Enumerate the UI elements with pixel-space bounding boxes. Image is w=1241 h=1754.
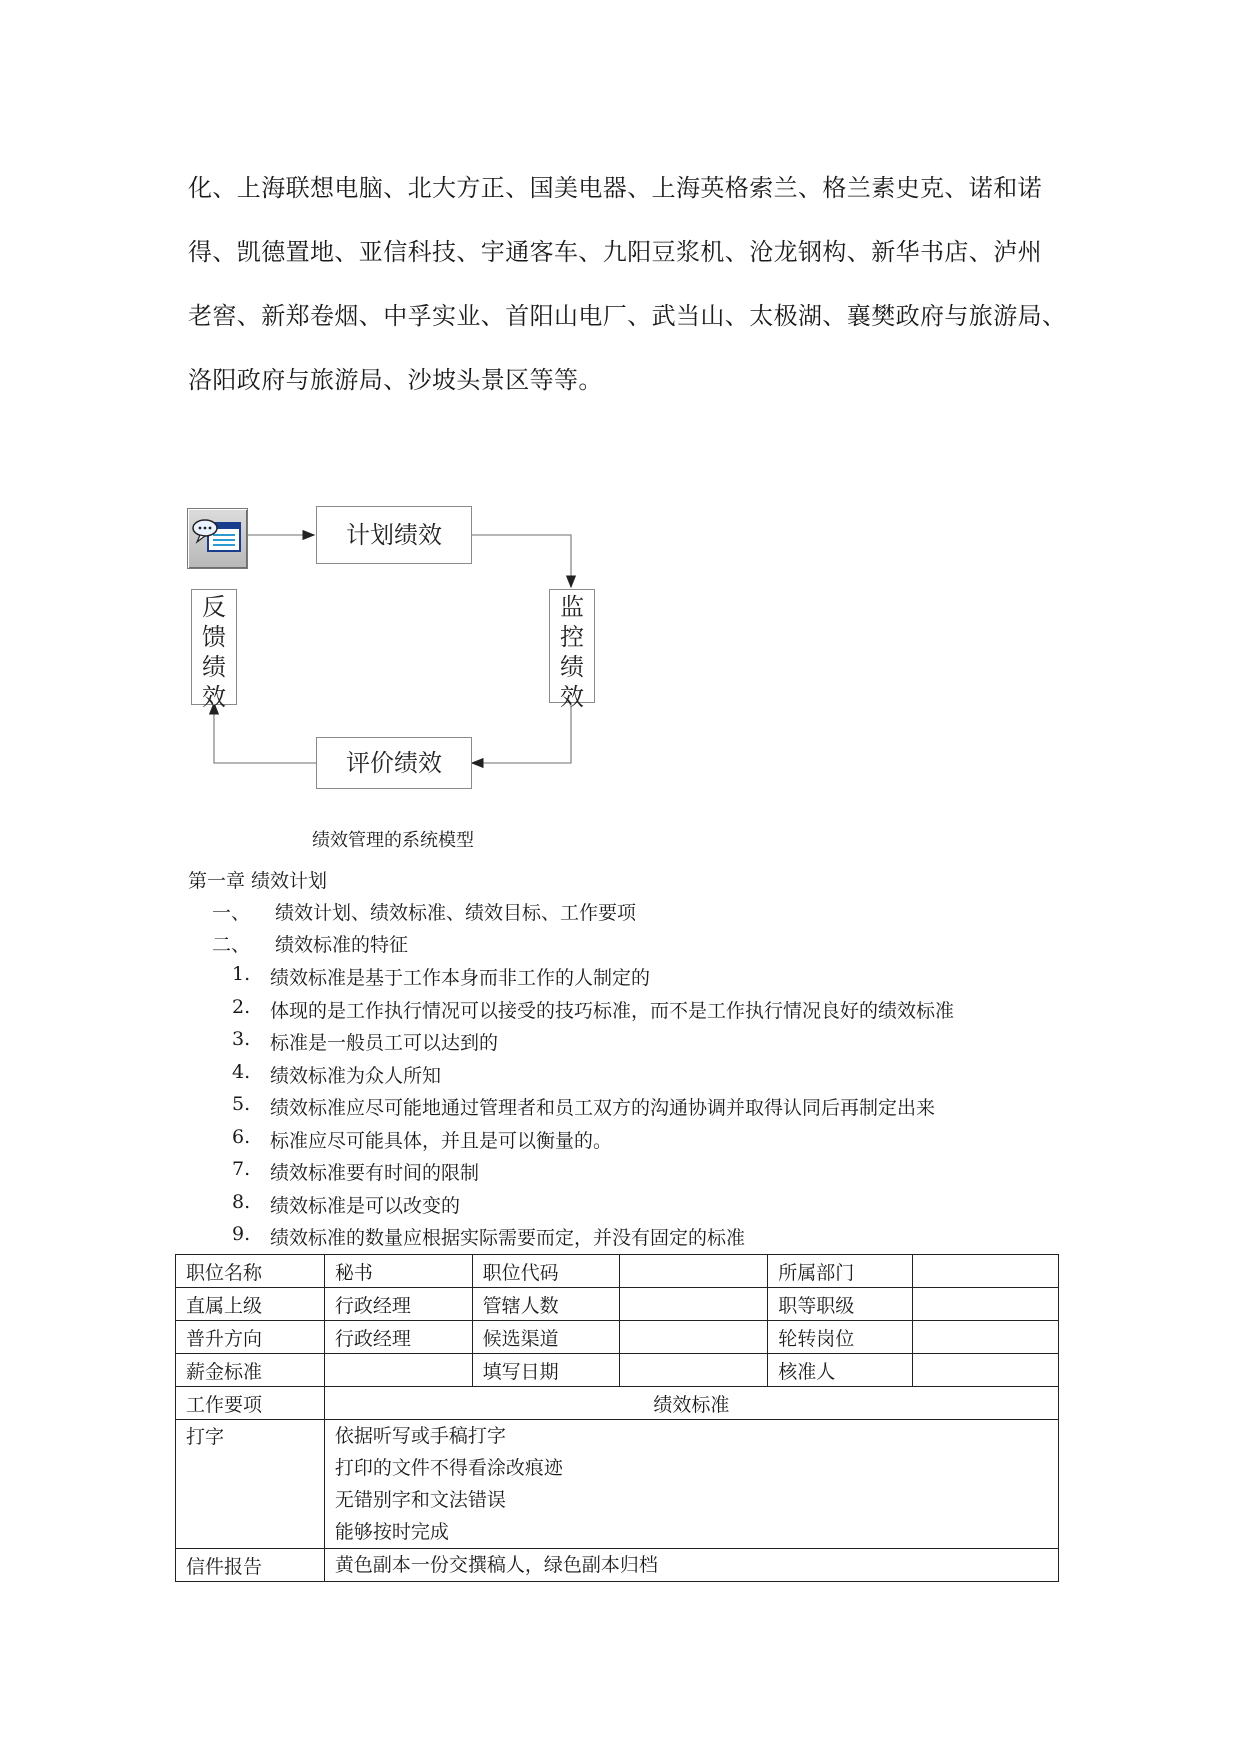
paragraph-line: 洛阳政府与旅游局、沙坡头景区等等。 [188, 366, 603, 394]
list-item-text: 绩效标准要有时间的限制 [270, 1162, 480, 1184]
table-cell [620, 1288, 768, 1321]
table-cell [620, 1321, 768, 1354]
plan-performance-box: 计划绩效 [316, 506, 472, 564]
table-cell [913, 1288, 1059, 1321]
table-cell: 职位名称 [176, 1255, 325, 1288]
monitor-char: 监 [560, 593, 584, 621]
paragraph-line: 老窖、新郑卷烟、中孚实业、首阳山电厂、武当山、太极湖、襄樊政府与旅游局、 [188, 302, 1067, 330]
table-row [176, 1255, 1059, 1288]
standard-line: 依据听写或手稿打字 [334, 1425, 506, 1447]
list-item-number: 8. [232, 1191, 251, 1213]
table-cell: 所属部门 [768, 1255, 913, 1288]
list-item-text: 绩效标准的数量应根据实际需要而定，并没有固定的标准 [270, 1227, 746, 1249]
list-item-text: 体现的是工作执行情况可以接受的技巧标准，而不是工作执行情况良好的绩效标准 [270, 1000, 955, 1022]
table-cell: 职位代码 [472, 1255, 620, 1288]
table-cell: 行政经理 [324, 1321, 472, 1354]
table-cell: 职等职级 [768, 1288, 913, 1321]
list-item-number: 2. [232, 996, 251, 1018]
section-number: 二、 [212, 934, 251, 956]
list-item-number: 1. [232, 963, 251, 985]
paragraph-line: 化、上海联想电脑、北大方正、国美电器、上海英格索兰、格兰素史克、诺和诺 [188, 174, 1042, 202]
section-text: 绩效标准的特征 [275, 934, 409, 956]
evaluate-performance-box: 评价绩效 [316, 737, 472, 789]
diagram-caption: 绩效管理的系统模型 [312, 830, 474, 851]
list-item-number: 4. [232, 1061, 251, 1083]
table-row [176, 1321, 1059, 1354]
table-cell: 管辖人数 [472, 1288, 620, 1321]
monitor-performance-box [549, 589, 595, 711]
standard-line: 打印的文件不得看涂改痕迹 [334, 1457, 563, 1479]
table-row [176, 1288, 1059, 1321]
table-cell: 薪金标准 [176, 1354, 325, 1387]
section-text: 绩效计划、绩效标准、绩效目标、工作要项 [275, 902, 637, 924]
list-item-number: 6. [232, 1126, 251, 1148]
table-cell [913, 1321, 1059, 1354]
table-cell: 普升方向 [176, 1321, 325, 1354]
table-cell: 秘书 [324, 1255, 472, 1288]
list-item-number: 5. [232, 1093, 251, 1115]
performance-cycle-diagram [185, 505, 605, 805]
table-cell: 轮转岗位 [768, 1321, 913, 1354]
list-item-number: 9. [232, 1223, 251, 1245]
chapter-title: 第一章 绩效计划 [188, 870, 328, 892]
table-cell [913, 1255, 1059, 1288]
table-cell: 填写日期 [472, 1354, 620, 1387]
header-cell-standard: 绩效标准 [324, 1387, 1058, 1420]
section-number: 一、 [212, 902, 251, 924]
feedback-char: 效 [202, 683, 226, 711]
table-header-row [176, 1387, 1059, 1420]
feedback-chat-icon [187, 508, 248, 569]
standards-cell [324, 1420, 1058, 1549]
feedback-char: 馈 [202, 623, 226, 651]
table-cell: 候选渠道 [472, 1321, 620, 1354]
list-item-text: 绩效标准是可以改变的 [270, 1195, 461, 1217]
table-cell [620, 1354, 768, 1387]
list-item-number: 3. [232, 1028, 251, 1050]
table-cell [620, 1255, 768, 1288]
feedback-performance-box [191, 589, 237, 711]
table-row [176, 1549, 1059, 1582]
feedback-char: 绩 [202, 653, 226, 681]
header-cell-item: 工作要项 [176, 1387, 325, 1420]
list-item-number: 7. [232, 1158, 251, 1180]
monitor-char: 效 [560, 683, 584, 711]
list-item-text: 绩效标准是基于工作本身而非工作的人制定的 [270, 967, 651, 989]
job-standards-table [175, 1254, 1059, 1582]
table-cell: 行政经理 [324, 1288, 472, 1321]
table-cell [324, 1354, 472, 1387]
standard-line: 能够按时完成 [334, 1521, 449, 1543]
monitor-char: 绩 [560, 653, 584, 681]
table-row [176, 1354, 1059, 1387]
table-cell: 核准人 [768, 1354, 913, 1387]
work-item-cell: 信件报告 [176, 1549, 325, 1582]
monitor-char: 控 [560, 623, 584, 651]
work-item-cell: 打字 [176, 1420, 325, 1549]
feedback-char: 反 [202, 593, 226, 621]
list-item-text: 绩效标准应尽可能地通过管理者和员工双方的沟通协调并取得认同后再制定出来 [270, 1097, 936, 1119]
list-item-text: 标准应尽可能具体，并且是可以衡量的。 [270, 1130, 613, 1152]
list-item-text: 绩效标准为众人所知 [270, 1065, 442, 1087]
standard-line: 无错别字和文法错误 [334, 1489, 506, 1511]
standards-cell [324, 1549, 1058, 1582]
table-row [176, 1420, 1059, 1549]
table-cell [913, 1354, 1059, 1387]
paragraph-line: 得、凯德置地、亚信科技、宇通客车、九阳豆浆机、沧龙钢构、新华书店、泸州 [188, 238, 1042, 266]
table-cell: 直属上级 [176, 1288, 325, 1321]
standard-line: 黄色副本一份交撰稿人，绿色副本归档 [334, 1554, 658, 1576]
list-item-text: 标准是一般员工可以达到的 [270, 1032, 499, 1054]
